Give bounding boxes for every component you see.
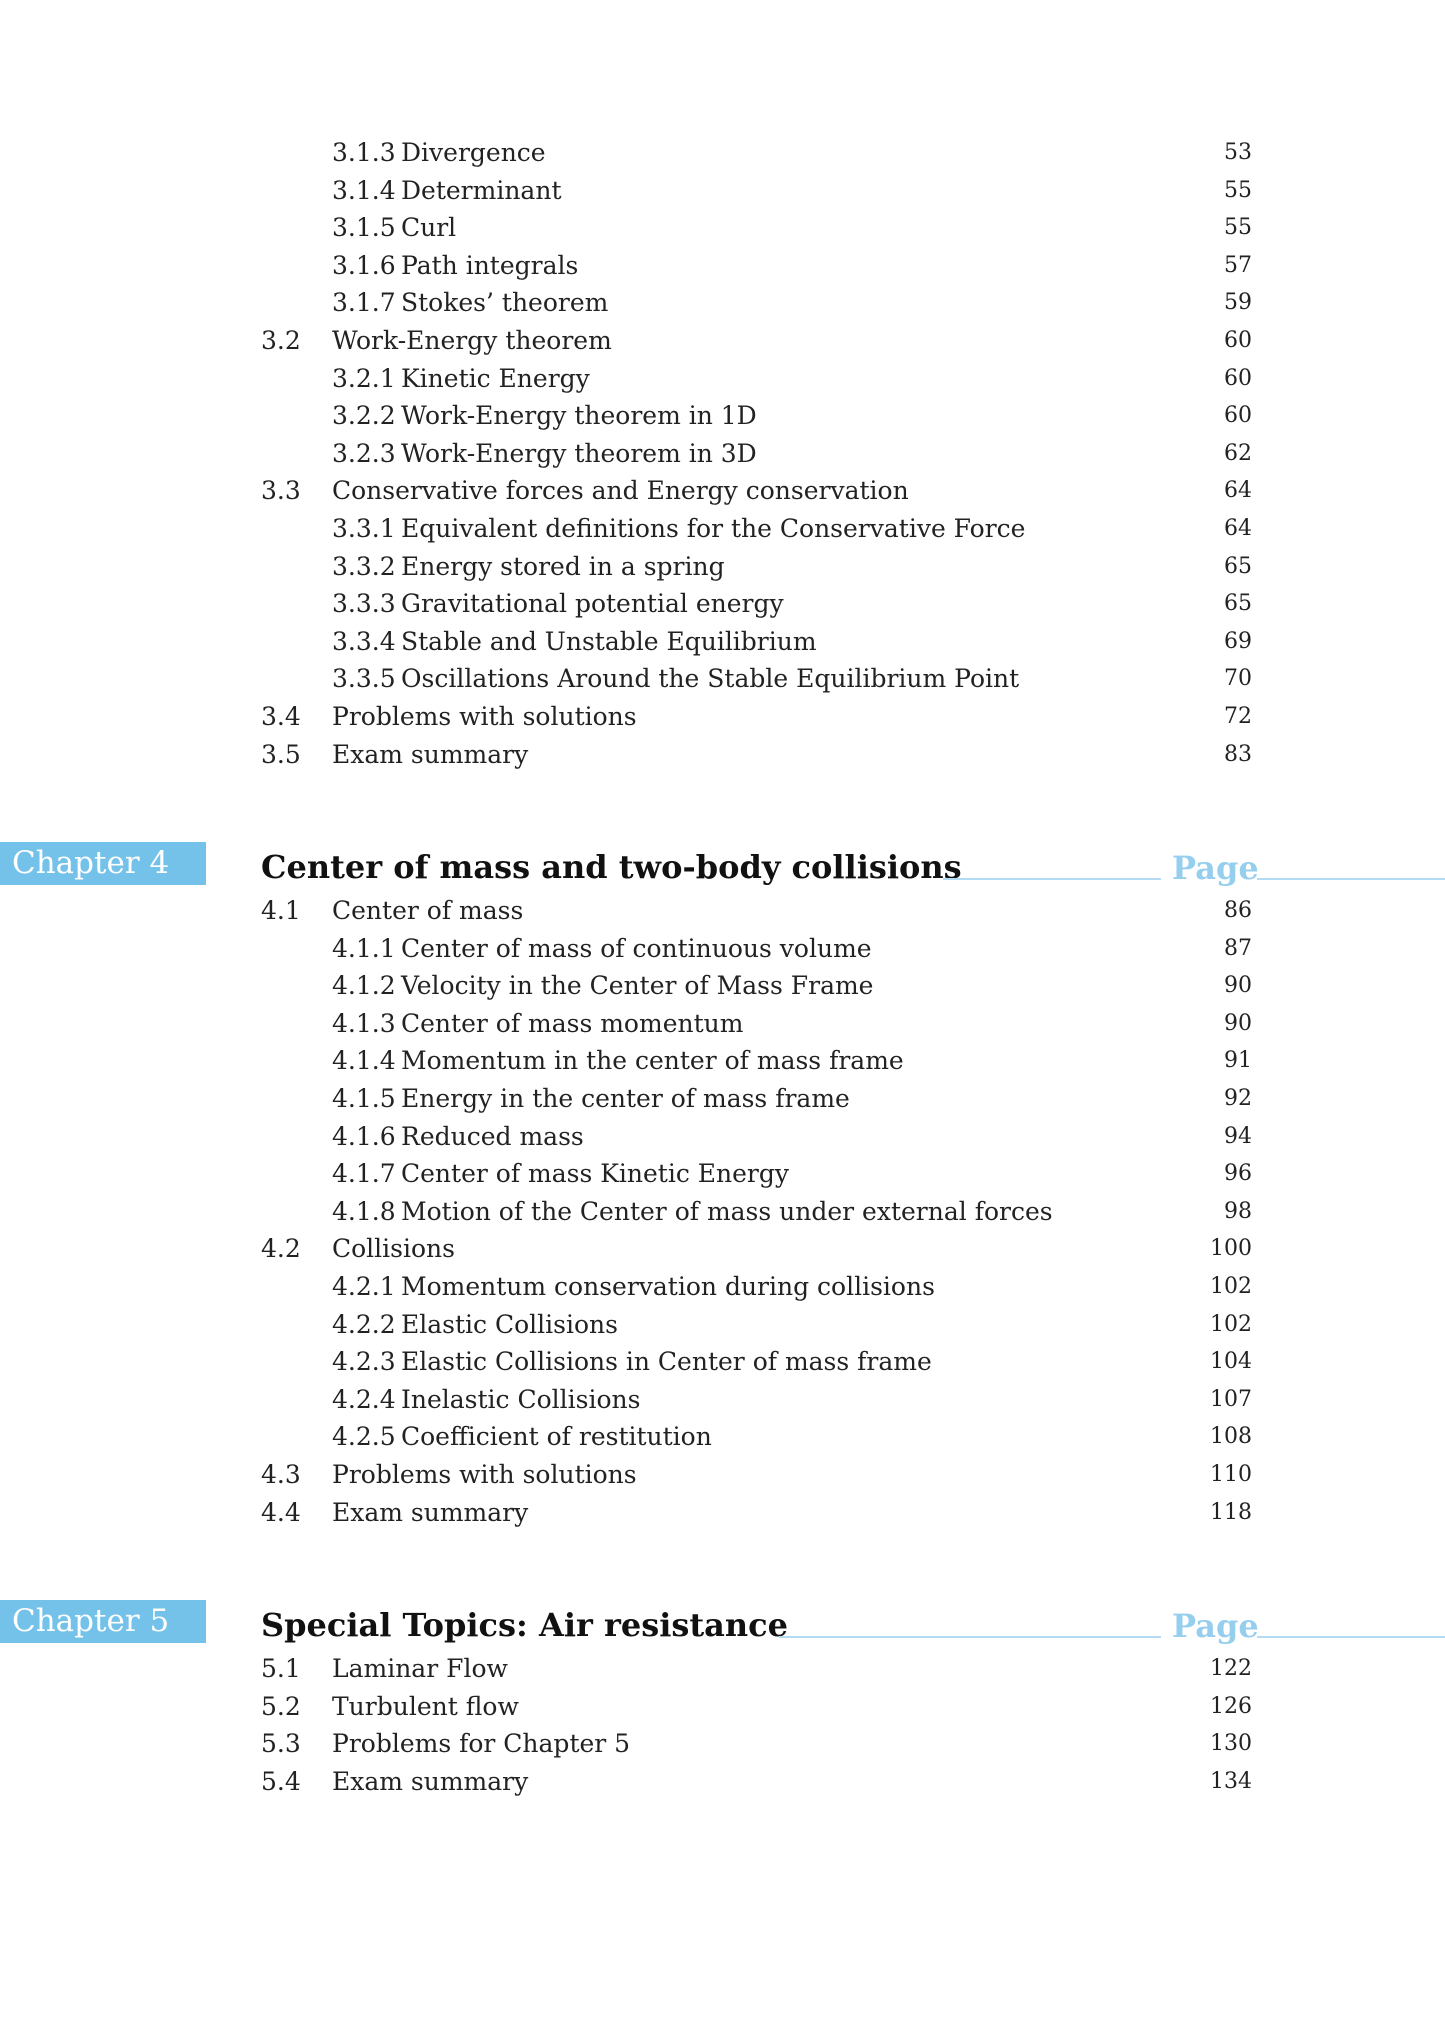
toc-entry-page: 126	[1210, 1693, 1252, 1719]
toc-entry-page: 130	[1210, 1731, 1252, 1757]
toc-entry-number: 3.1.7	[332, 288, 396, 318]
toc-entry-number: 4.1.8	[332, 1196, 396, 1226]
toc-entry-title: Conservative forces and Energy conservation	[332, 476, 909, 506]
toc-entry[interactable]	[0, 1268, 1445, 1306]
toc-entry-title: Divergence	[401, 138, 546, 167]
toc-entry[interactable]	[0, 585, 1445, 623]
toc-entry-page: 60	[1224, 327, 1252, 353]
chapter-4-title: Center of mass and two-body collisions	[261, 848, 962, 886]
toc-entry-page: 64	[1224, 515, 1252, 541]
toc-entry-number: 4.1.6	[332, 1121, 396, 1151]
toc-entry[interactable]	[0, 548, 1445, 586]
toc-entry-number: 4.2.2	[332, 1309, 396, 1339]
toc-entry-page: 83	[1224, 741, 1252, 767]
toc-entry-number: 3.4	[261, 701, 301, 731]
toc-entry[interactable]	[0, 360, 1445, 398]
toc-entry[interactable]	[0, 134, 1445, 172]
toc-entry[interactable]	[0, 1418, 1445, 1456]
toc-entry-number: 3.1.5	[332, 213, 396, 243]
toc-entry-number: 3.2.2	[332, 401, 396, 431]
toc-entry-number: 4.1	[261, 896, 301, 925]
toc-entry-page: 118	[1210, 1499, 1252, 1525]
toc-entry-title: Curl	[401, 213, 457, 243]
chapter-5-page-rule	[1257, 1636, 1445, 1638]
toc-entry-number: 3.3.4	[332, 626, 396, 656]
toc-entry-page: 86	[1224, 898, 1252, 923]
toc-chapter5	[0, 1650, 1445, 1800]
toc-entry-number: 4.2.3	[332, 1347, 396, 1377]
toc-entry[interactable]	[0, 1763, 1445, 1801]
toc-entry-title: Exam summary	[332, 1497, 529, 1527]
toc-entry-title: Velocity in the Center of Mass Frame	[401, 971, 874, 1001]
toc-entry-title: Problems with solutions	[332, 701, 637, 731]
chapter-5-title: Special Topics: Air resistance	[261, 1606, 788, 1644]
toc-entry[interactable]	[0, 247, 1445, 285]
toc-entry-page: 96	[1224, 1161, 1252, 1187]
toc-entry-page: 69	[1224, 628, 1252, 654]
toc-entry-number: 3.2.3	[332, 438, 396, 468]
toc-entry-title: Determinant	[401, 175, 562, 205]
toc-entry[interactable]	[0, 472, 1445, 510]
toc-entry-page: 90	[1224, 1010, 1252, 1036]
toc-entry-number: 5.3	[261, 1729, 301, 1759]
toc-entry-number: 4.1.5	[332, 1083, 396, 1113]
toc-entry-number: 4.1.3	[332, 1008, 396, 1038]
toc-entry-title: Motion of the Center of mass under external forces	[401, 1196, 1053, 1226]
toc-entry-page: 98	[1224, 1198, 1252, 1224]
toc-entry-page: 107	[1210, 1386, 1252, 1412]
toc-entry-number: 4.1.7	[332, 1159, 396, 1189]
toc-entry-page: 55	[1224, 215, 1252, 241]
toc-entry-number: 3.2.1	[332, 363, 396, 393]
toc-entry-number: 4.2.1	[332, 1271, 396, 1301]
toc-entry-page: 108	[1210, 1424, 1252, 1450]
toc-entry-title: Center of mass Kinetic Energy	[401, 1159, 790, 1189]
toc-entry-title: Exam summary	[332, 1766, 529, 1796]
chapter-5-page-heading: Page	[1172, 1607, 1259, 1645]
toc-entry-number: 4.1.1	[332, 933, 396, 963]
toc-entry[interactable]	[0, 435, 1445, 473]
toc-entry-title: Equivalent definitions for the Conservative Force	[401, 513, 1026, 543]
toc-entry[interactable]	[0, 209, 1445, 247]
toc-entry-page: 90	[1224, 973, 1252, 999]
toc-entry-number: 3.1.4	[332, 175, 396, 205]
toc-entry-page: 53	[1224, 140, 1252, 165]
toc-entry-title: Center of mass of continuous volume	[401, 933, 872, 963]
toc-entry-number: 3.1.3	[332, 138, 396, 167]
toc-entry-number: 4.2.4	[332, 1384, 396, 1414]
toc-entry[interactable]	[0, 397, 1445, 435]
toc-entry-page: 94	[1224, 1123, 1252, 1149]
toc-entry-title: Exam summary	[332, 739, 529, 769]
toc-entry-title: Kinetic Energy	[401, 363, 590, 393]
toc-entry[interactable]	[0, 892, 1445, 930]
toc-entry-title: Center of mass	[332, 896, 524, 925]
toc-entry-title: Stable and Unstable Equilibrium	[401, 626, 817, 656]
chapter-5-label: Chapter 5	[0, 1600, 206, 1643]
toc-entry-number: 4.4	[261, 1497, 301, 1527]
toc-entry-title: Collisions	[332, 1234, 455, 1264]
toc-entry[interactable]	[0, 1118, 1445, 1156]
toc-entry[interactable]	[0, 698, 1445, 736]
toc-entry-number: 3.1.6	[332, 250, 396, 280]
toc-entry-title: Momentum in the center of mass frame	[401, 1046, 904, 1076]
toc-entry-page: 65	[1224, 553, 1252, 579]
toc-entry[interactable]	[0, 1494, 1445, 1532]
toc-entry-page: 100	[1210, 1236, 1252, 1262]
toc-entry[interactable]	[0, 1042, 1445, 1080]
toc-entry-page: 55	[1224, 177, 1252, 203]
toc-entry[interactable]	[0, 510, 1445, 548]
toc-entry-title: Elastic Collisions	[401, 1309, 618, 1339]
toc-entry[interactable]	[0, 284, 1445, 322]
toc-entry-title: Elastic Collisions in Center of mass frame	[401, 1347, 932, 1377]
toc-entry-page: 91	[1224, 1048, 1252, 1074]
toc-entry-title: Work-Energy theorem in 1D	[401, 401, 757, 431]
chapter-4-label: Chapter 4	[0, 842, 206, 885]
toc-entry-title: Inelastic Collisions	[401, 1384, 641, 1414]
toc-entry-page: 102	[1210, 1311, 1252, 1337]
chapter-5-title-rule	[779, 1636, 1161, 1638]
toc-entry-number: 3.3.3	[332, 589, 396, 619]
toc-entry-page: 59	[1224, 290, 1252, 316]
toc-entry-number: 5.4	[261, 1766, 301, 1796]
toc-entry[interactable]	[0, 1725, 1445, 1763]
toc-entry[interactable]	[0, 660, 1445, 698]
toc-entry[interactable]	[0, 1456, 1445, 1494]
toc-entry-page: 87	[1224, 935, 1252, 961]
chapter-4-page-rule	[1257, 878, 1445, 880]
toc-entry-title: Energy in the center of mass frame	[401, 1083, 850, 1113]
toc-entry-title: Work-Energy theorem	[332, 325, 612, 355]
toc-entry-page: 70	[1224, 666, 1252, 692]
chapter-4-page-heading: Page	[1172, 849, 1259, 887]
toc-chapter3-continued	[0, 134, 1445, 773]
toc-entry-number: 3.3.5	[332, 664, 396, 694]
toc-entry-title: Problems with solutions	[332, 1459, 637, 1489]
toc-entry-number: 5.2	[261, 1691, 301, 1721]
toc-entry-page: 57	[1224, 252, 1252, 278]
toc-entry[interactable]	[0, 1193, 1445, 1231]
toc-entry[interactable]	[0, 930, 1445, 968]
toc-entry[interactable]	[0, 1343, 1445, 1381]
chapter-4-title-rule	[943, 878, 1161, 880]
toc-entry-page: 62	[1224, 440, 1252, 466]
toc-entry-title: Oscillations Around the Stable Equilibrium Point	[401, 664, 1020, 694]
toc-entry-page: 72	[1224, 703, 1252, 729]
toc-entry[interactable]	[0, 967, 1445, 1005]
toc-entry-number: 4.3	[261, 1459, 301, 1489]
toc-entry-page: 104	[1210, 1349, 1252, 1375]
toc-entry-number: 4.2	[261, 1234, 301, 1264]
toc-entry[interactable]	[0, 623, 1445, 661]
toc-entry-number: 4.1.2	[332, 971, 396, 1001]
toc-entry-title: Energy stored in a spring	[401, 551, 725, 581]
toc-entry-title: Center of mass momentum	[401, 1008, 744, 1038]
toc-entry-number: 3.3.1	[332, 513, 396, 543]
toc-entry[interactable]	[0, 736, 1445, 774]
toc-entry[interactable]	[0, 322, 1445, 360]
toc-entry-title: Laminar Flow	[332, 1654, 508, 1683]
toc-entry-title: Turbulent flow	[332, 1691, 519, 1721]
toc-entry[interactable]	[0, 172, 1445, 210]
toc-entry-number: 4.1.4	[332, 1046, 396, 1076]
toc-entry[interactable]	[0, 1688, 1445, 1726]
toc-entry[interactable]	[0, 1230, 1445, 1268]
toc-entry-number: 3.5	[261, 739, 301, 769]
chapter-4-header	[261, 840, 1445, 890]
toc-entry-number: 3.3	[261, 476, 301, 506]
toc-entry-title: Work-Energy theorem in 3D	[401, 438, 757, 468]
toc-entry-page: 102	[1210, 1273, 1252, 1299]
toc-entry-page: 65	[1224, 591, 1252, 617]
toc-entry[interactable]	[0, 1381, 1445, 1419]
toc-entry[interactable]	[0, 1306, 1445, 1344]
toc-entry-page: 60	[1224, 403, 1252, 429]
toc-entry-page: 134	[1210, 1768, 1252, 1794]
toc-entry[interactable]	[0, 1155, 1445, 1193]
toc-entry-title: Gravitational potential energy	[401, 589, 784, 619]
toc-entry-title: Reduced mass	[401, 1121, 584, 1151]
toc-entry-number: 4.2.5	[332, 1422, 396, 1452]
toc-entry-title: Problems for Chapter 5	[332, 1729, 631, 1759]
toc-entry-number: 3.2	[261, 325, 301, 355]
toc-entry-number: 5.1	[261, 1654, 301, 1683]
chapter-5-header	[261, 1598, 1445, 1648]
toc-entry-page: 60	[1224, 365, 1252, 391]
toc-entry-title: Path integrals	[401, 250, 579, 280]
toc-entry-title: Stokes’ theorem	[401, 288, 609, 318]
toc-entry[interactable]	[0, 1650, 1445, 1688]
toc-entry-title: Coefficient of restitution	[401, 1422, 712, 1452]
toc-entry[interactable]	[0, 1005, 1445, 1043]
toc-chapter4	[0, 892, 1445, 1531]
toc-entry-title: Momentum conservation during collisions	[401, 1271, 935, 1301]
toc-entry-page: 92	[1224, 1085, 1252, 1111]
toc-entry-number: 3.3.2	[332, 551, 396, 581]
toc-entry[interactable]	[0, 1080, 1445, 1118]
toc-entry-page: 64	[1224, 478, 1252, 504]
toc-entry-page: 110	[1210, 1461, 1252, 1487]
toc-entry-page: 122	[1210, 1656, 1252, 1681]
